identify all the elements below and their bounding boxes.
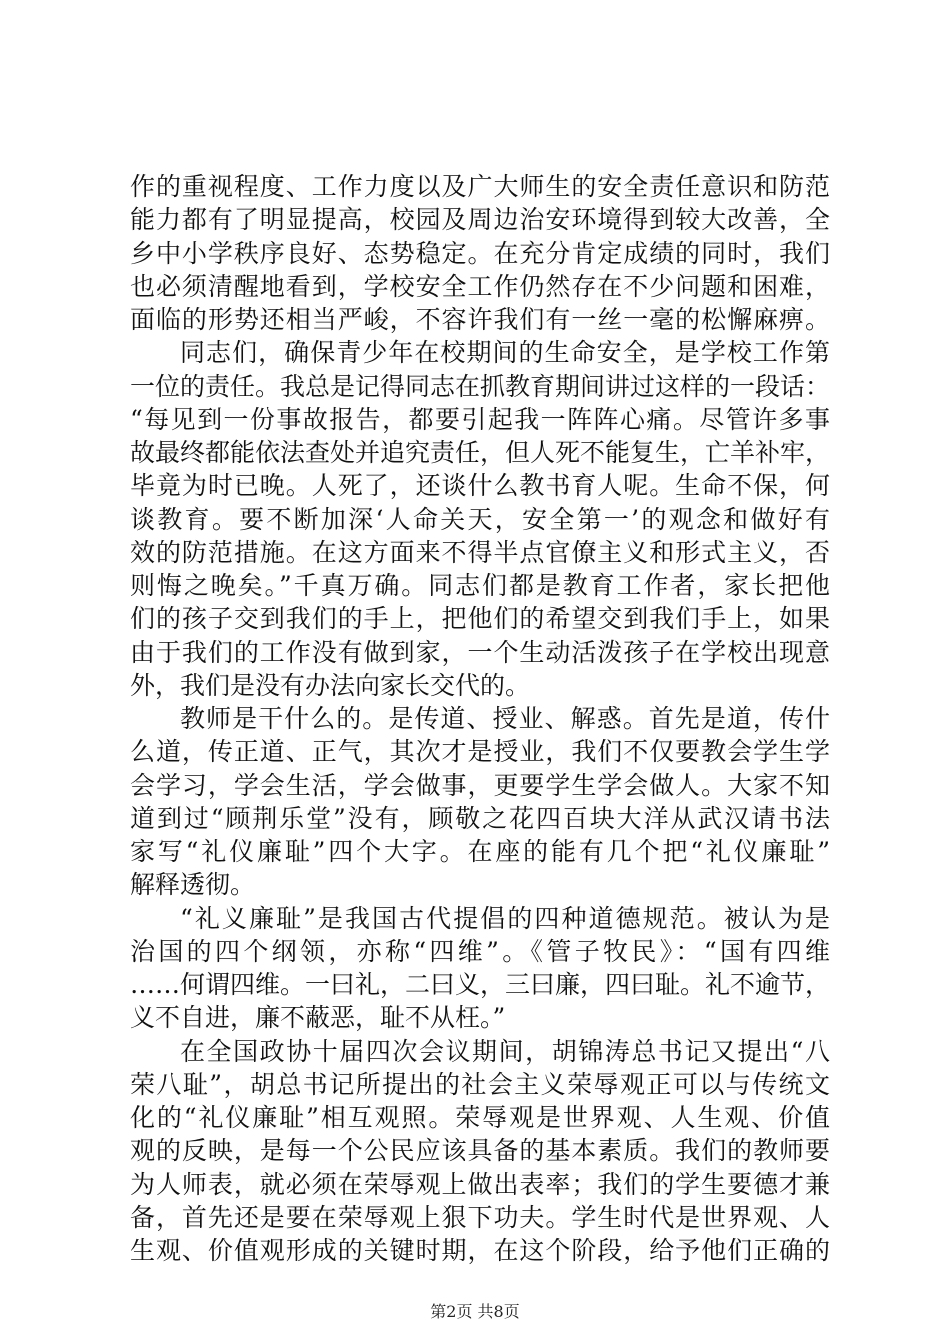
text-line: 家写“礼仪廉耻”四个大字。在座的能有几个把“礼仪廉耻” xyxy=(130,837,830,866)
text-line: 在全国政协十届四次会议期间，胡锦涛总书记又提出“八 xyxy=(180,1036,830,1066)
text-line: ……何谓四维。一曰礼，二曰义，三曰廉，四曰耻。礼不逾节， xyxy=(130,970,831,999)
text-line: 教师是干什么的。是传道、授业、解惑。首先是道，传什 xyxy=(180,704,830,733)
text-line: 义不自进，廉不蔽恶，耻不从枉。” xyxy=(130,1003,506,1033)
text-line: “礼义廉耻”是我国古代提倡的四种道德规范。被认为是 xyxy=(180,903,830,933)
text-line: 乡中小学秩序良好、态势稳定。在充分肯定成绩的同时，我们 xyxy=(130,238,830,268)
text-line: 解释透彻。 xyxy=(130,870,256,900)
text-line: 作的重视程度、工作力度以及广大师生的安全责任意识和防范 xyxy=(130,172,830,201)
text-line: 治国的四个纲领，亦称“四维”。《管子牧民》：“国有四维 xyxy=(130,936,830,966)
page-number-footer: 第2页 共8页 xyxy=(430,1302,520,1321)
document-body xyxy=(130,170,830,1267)
text-line: 道到过“顾荆乐堂”没有，顾敬之花四百块大洋从武汉请书法 xyxy=(130,803,830,833)
text-line: 能力都有了明显提高，校园及周边治安环境得到较大改善，全 xyxy=(130,205,830,235)
text-line: 会学习，学会生活，学会做事，更要学生学会做人。大家不知 xyxy=(130,770,830,800)
text-line: 故最终都能依法查处并追究责任，但人死不能复生，亡羊补牢， xyxy=(130,438,831,467)
text-line: 么道，传正道、正气，其次才是授业，我们不仅要教会学生学 xyxy=(130,737,830,767)
text-line: 效的防范措施。在这方面来不得半点官僚主义和形式主义，否 xyxy=(130,537,830,567)
text-line: 们的孩子交到我们的手上，把他们的希望交到我们手上，如果 xyxy=(130,604,830,634)
text-line: 化的“礼仪廉耻”相互观照。荣辱观是世界观、人生观、价值 xyxy=(130,1103,830,1132)
text-line: 则悔之晚矣。”千真万确。同志们都是教育工作者，家长把他 xyxy=(130,571,830,600)
text-line: 一位的责任。我总是记得同志在抓教育期间讲过这样的一段话： xyxy=(130,371,831,401)
text-line: 毕竟为时已晚。人死了，还谈什么教书育人呢。生命不保，何 xyxy=(130,471,830,501)
text-line: 谈教育。要不断加深‘人命关天，安全第一’的观念和做好有 xyxy=(130,504,830,534)
text-line: 备，首先还是要在荣辱观上狠下功夫。学生时代是世界观、人 xyxy=(130,1202,830,1232)
text-line: 由于我们的工作没有做到家，一个生动活泼孩子在学校出现意 xyxy=(130,637,830,667)
text-line: “每见到一份事故报告，都要引起我一阵阵心痛。尽管许多事 xyxy=(130,404,830,434)
text-line: 观的反映，是每一个公民应该具备的基本素质。我们的教师要 xyxy=(130,1136,830,1166)
text-line: 外，我们是没有办法向家长交代的。 xyxy=(130,670,531,700)
text-line: 为人师表，就必须在荣辱观上做出表率；我们的学生要德才兼 xyxy=(130,1169,830,1199)
text-line: 面临的形势还相当严峻，不容许我们有一丝一毫的松懈麻痹。 xyxy=(130,305,830,334)
text-line: 生观、价值观形成的关键时期，在这个阶段，给予他们正确的 xyxy=(130,1236,830,1265)
text-line: 也必须清醒地看到，学校安全工作仍然存在不少问题和困难， xyxy=(130,271,830,301)
text-line: 同志们，确保青少年在校期间的生命安全，是学校工作第 xyxy=(180,338,830,368)
text-line: 荣八耻”，胡总书记所提出的社会主义荣辱观正可以与传统文 xyxy=(130,1069,830,1099)
